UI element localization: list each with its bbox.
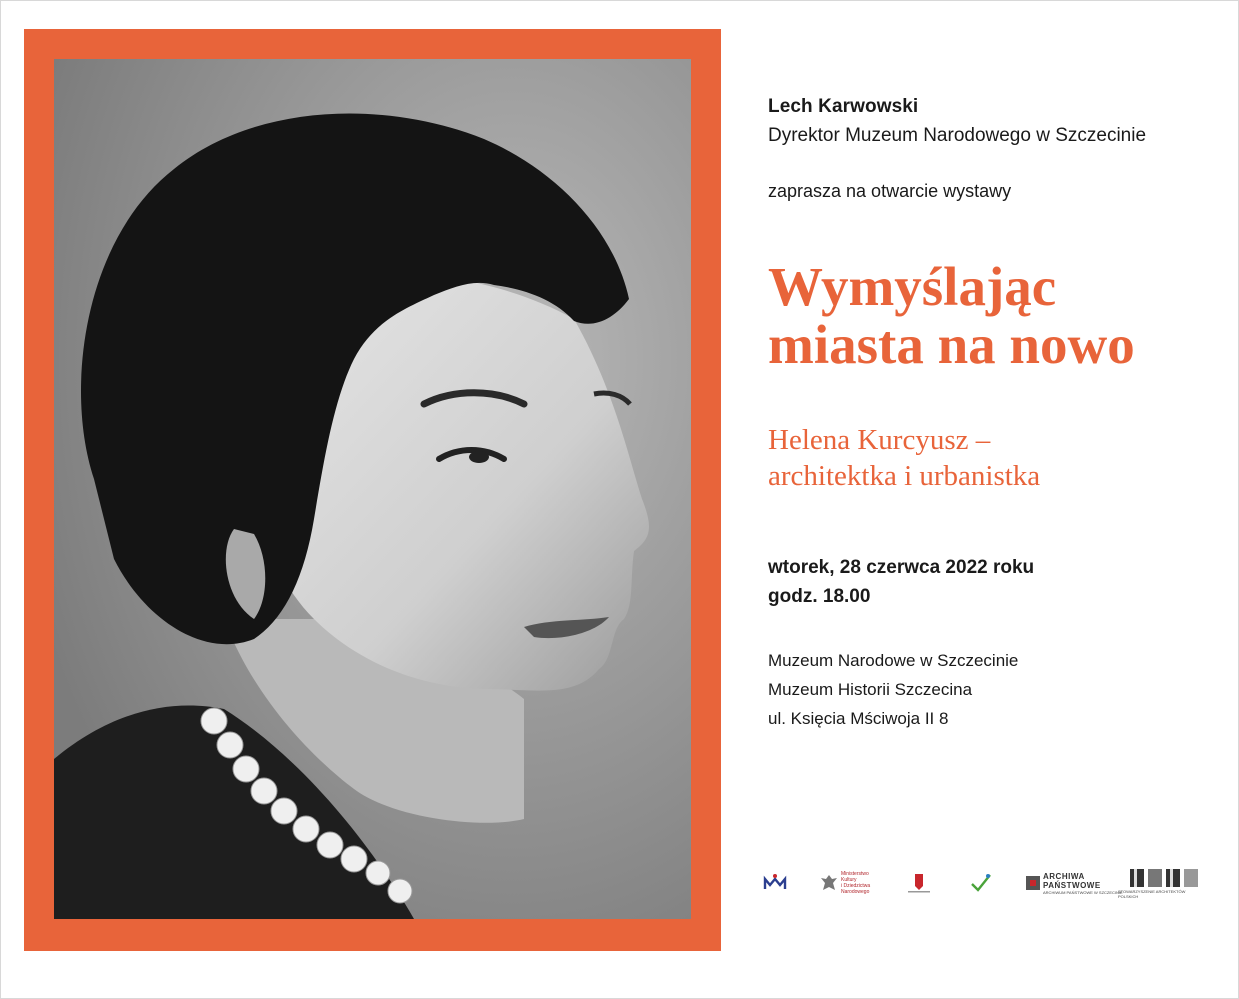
archive-square-icon [1026, 876, 1040, 890]
museum-logo [760, 866, 790, 900]
venue-line-3: ul. Księcia Mściwoja II 8 [768, 709, 949, 728]
event-time: godz. 18.00 [768, 586, 871, 607]
title-line-2: miasta na nowo [768, 314, 1135, 375]
green-logo [968, 866, 994, 900]
sarp-logo-text: STOWARZYSZENIE ARCHITEKTÓW POLSKICH [1118, 888, 1186, 899]
venue-address [768, 646, 1018, 733]
title-line-1: Wymyślając [768, 256, 1057, 317]
exhibition-title [768, 258, 1135, 374]
archive-text-group [1043, 872, 1123, 895]
exhibition-subtitle [768, 422, 1040, 494]
eagle-icon [820, 873, 838, 893]
host-role: Dyrektor Muzeum Narodowego w Szczecinie [768, 125, 1147, 146]
venue-line-2: Muzeum Historii Szczecina [768, 680, 973, 699]
archive-logo [1026, 866, 1123, 900]
ministry-logo [820, 866, 870, 900]
archive-logo-text: ARCHIWA PAŃSTWOWE [1043, 871, 1101, 890]
region-logo [906, 866, 932, 900]
archive-logo-subtext: ARCHIWUM PAŃSTWOWE W SZCZECINIE [1043, 889, 1123, 895]
event-date: wtorek, 28 czerwca 2022 roku [768, 557, 1035, 578]
subtitle-line-1: Helena Kurcyusz – [768, 424, 991, 456]
leaf-check-icon [968, 872, 994, 894]
sponsor-logos [760, 866, 1205, 900]
ministry-logo-text: Ministerstwo Kultury i Dziedzictwa Narodowego [841, 871, 871, 895]
portrait-photo [54, 59, 691, 919]
griffin-emblem-icon [906, 872, 932, 894]
host-name: Lech Karwowski [768, 96, 919, 117]
museum-mark-icon [760, 873, 790, 893]
invite-text: zaprasza na otwarcie wystawy [768, 181, 1012, 201]
sarp-mark-icon [1122, 868, 1202, 888]
sarp-logo [1118, 866, 1205, 900]
subtitle-line-2: architektka i urbanistka [768, 460, 1041, 492]
venue-line-1: Muzeum Narodowe w Szczecinie [768, 651, 1019, 670]
